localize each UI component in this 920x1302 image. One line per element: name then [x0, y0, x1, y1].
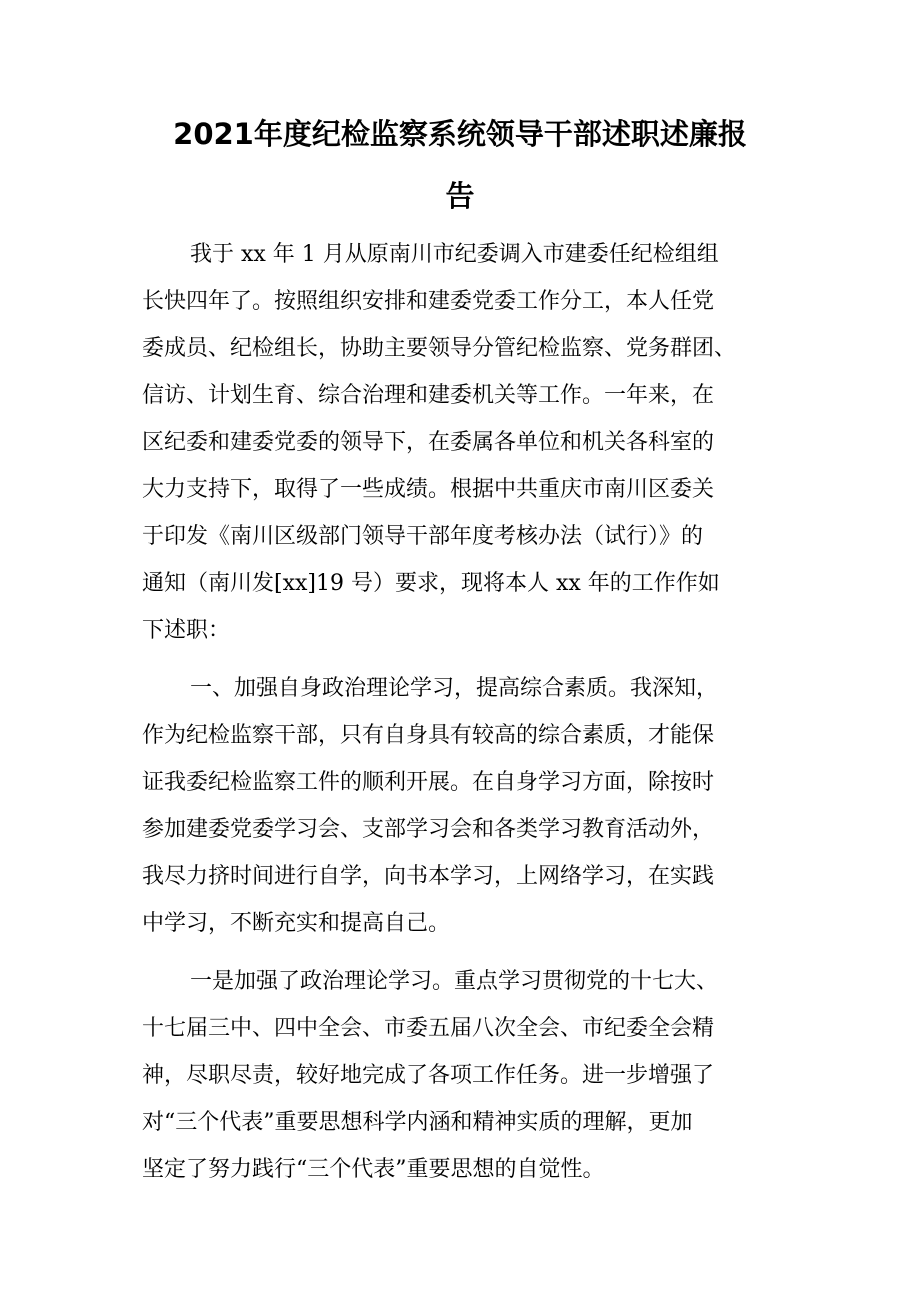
paragraph-line: 区纪委和建委党委的领导下，在委属各单位和机关各科室的: [142, 430, 715, 455]
paragraph-line: 证我委纪检监察工件的顺利开展。在自身学习方面，除按时: [142, 770, 715, 795]
document-title-line-2: 告: [445, 179, 475, 213]
paragraph-line: 于印发《南川区级部门领导干部年度考核办法（试行）》的: [142, 524, 704, 549]
paragraph-line: 十七届三中、四中全会、市委五届八次全会、市纪委全会精: [142, 1016, 715, 1041]
paragraph-line: 大力支持下，取得了一些成绩。根据中共重庆市南川区委关: [142, 477, 715, 502]
paragraph-line: 中学习，不断充实和提高自己。: [142, 911, 451, 936]
paragraph-line: 我于 xx 年 1 月从原南川市纪委调入市建委任纪检组组: [190, 242, 719, 267]
paragraph-line: 坚定了努力践行“三个代表”重要思想的自觉性。: [142, 1157, 605, 1182]
paragraph-line: 委成员、纪检组长，协助主要领导分管纪检监察、党务群团、: [142, 336, 737, 361]
paragraph-line: 作为纪检监察干部，只有自身具有较高的综合素质，才能保: [142, 723, 715, 748]
paragraph-line: 长快四年了。按照组织安排和建委党委工作分工，本人任党: [142, 289, 715, 314]
paragraph-line: 神，尽职尽责，较好地完成了各项工作任务。进一步增强了: [142, 1063, 715, 1088]
paragraph-line: 下述职：: [142, 618, 231, 643]
paragraph-line: 我尽力挤时间进行自学，向书本学习，上网络学习，在实践: [142, 864, 715, 889]
paragraph-line: 信访、计划生育、综合治理和建委机关等工作。一年来，在: [142, 383, 715, 408]
paragraph-line: 通知（南川发[xx]19 号）要求，现将本人 xx 年的工作作如: [142, 571, 720, 596]
paragraph-line: 对“三个代表”重要思想科学内涵和精神实质的理解，更加: [142, 1110, 693, 1135]
paragraph-line: 一是加强了政治理论学习。重点学习贯彻党的十七大、: [190, 969, 719, 994]
document-title-line-1: 2021年度纪检监察系统领导干部述职述廉报: [173, 117, 747, 151]
paragraph-line: 一、加强自身政治理论学习，提高综合素质。我深知，: [190, 676, 719, 701]
paragraph-line: 参加建委党委学习会、支部学习会和各类学习教育活动外，: [142, 817, 715, 842]
